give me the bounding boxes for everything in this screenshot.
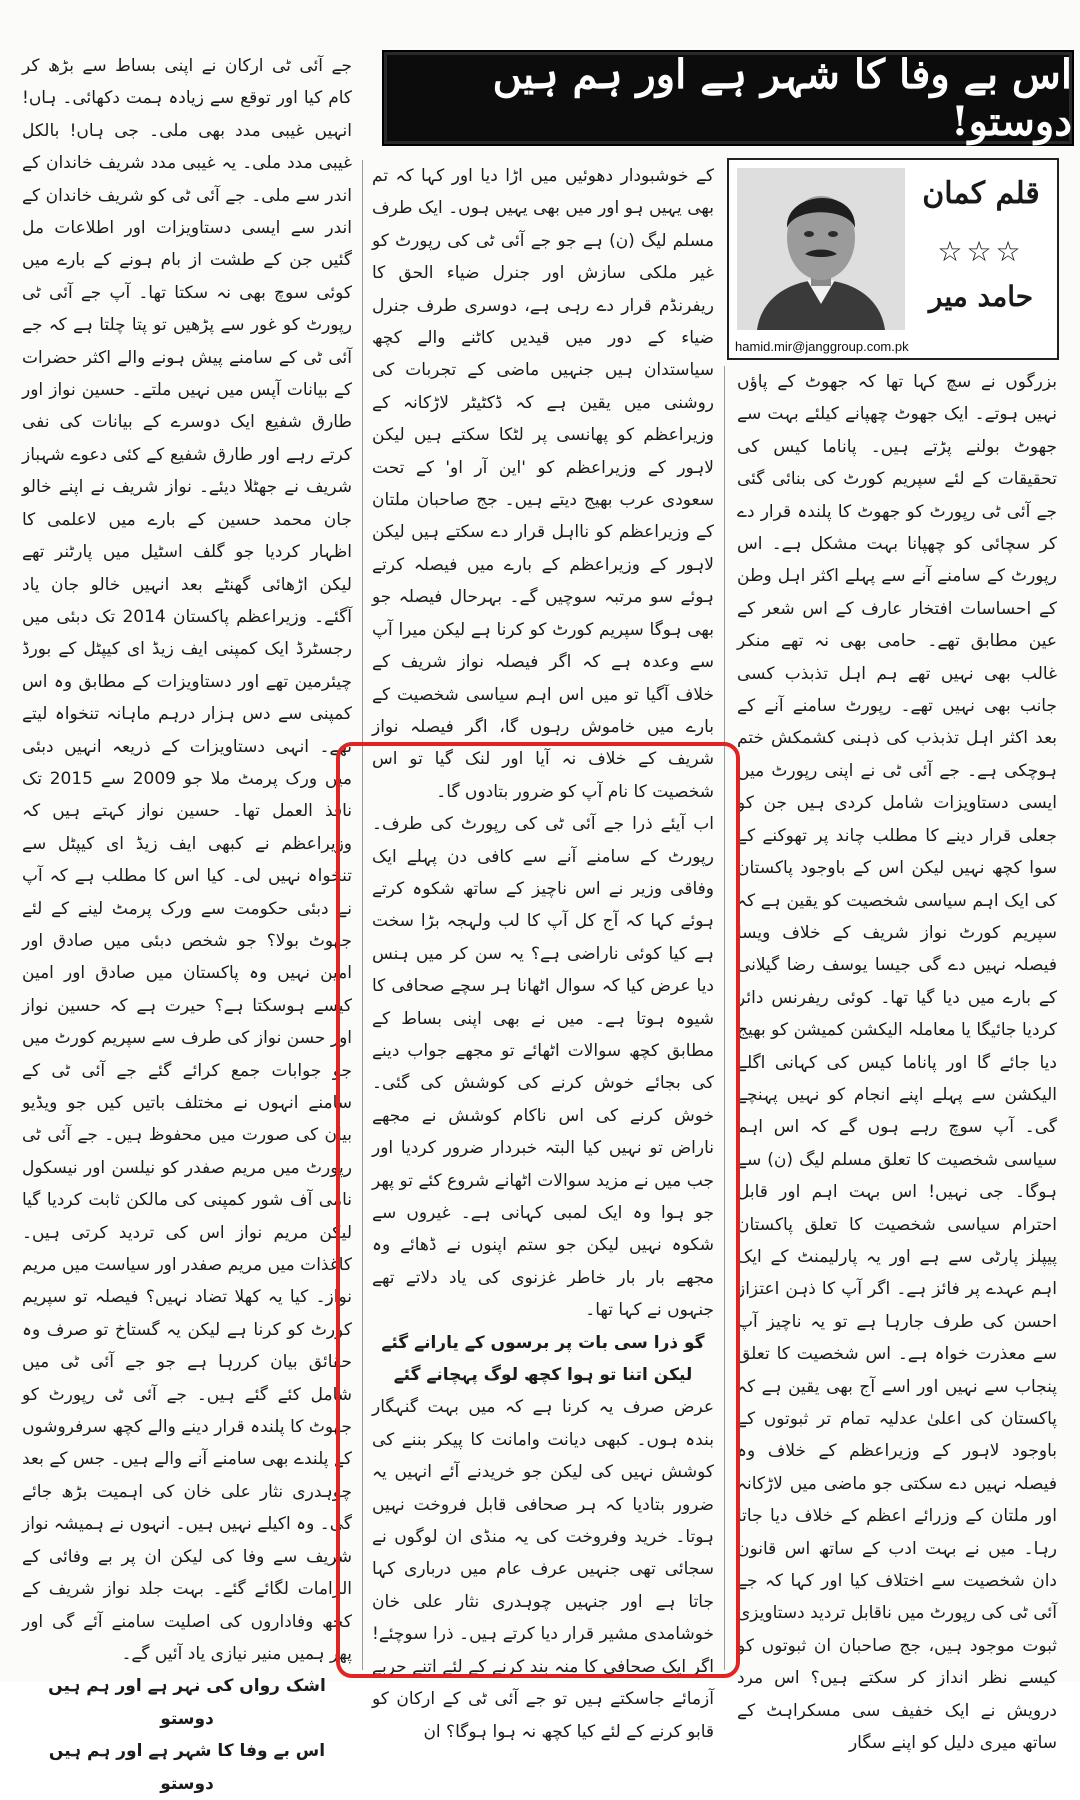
author-name: حامد میر (928, 280, 1034, 313)
star-icons: ☆☆☆ (937, 235, 1025, 268)
column-divider-right (724, 366, 725, 1670)
headline: اس بے وفا کا شہر ہے اور ہم ہیں دوستو! (492, 51, 1072, 145)
column-divider-left (362, 160, 363, 1670)
right-column-text: بزرگوں نے سچ کہا تھا کہ جھوٹ کے پاؤں نہیں ہوتے۔ ایک جھوٹ چھپانے کیلئے بہت سے جھوٹ بولنے پڑتے ہیں۔ پاناما کیس کی تحقیقات کے لئے سپریم کورٹ کی بنائی گئی جے آئی ٹی رپورٹ کو جھوٹ کا پلندہ قرار دے کر سچائی کو چھپانا بہت مشکل ہے۔ اس رپورٹ کے سامنے آنے سے پہلے اکثر اہل وطن کے احساسات افتخار عارف کے اس شعر کے عین مطابق تھے۔ حامی بھی نہ تھے منکر غالب بھی نہیں تھے ہم اہل تذبذب کسی جانب بھی نہیں تھے۔ رپورٹ سامنے آنے کے بعد اکثر اہل تذبذب کی ذہنی کشمکش ختم ہوچکی ہے۔ جے آئی ٹی نے اپنی رپورٹ میں ایسی دستاویزات شامل کردی ہیں جن کو جعلی قرار دینے کا مطلب چاند پر تھوکنے کے سوا کچھ نہیں لیکن اس کے باوجود پاکستان کی ایک اہم سیاسی شخصیت کو یقین ہے کہ سپریم کورٹ نواز شریف کے خلاف ویسا فیصلہ نہیں دے گی جیسا یوسف رضا گیلانی کے بارے میں دیا گیا تھا۔ کوئی ریفرنس دائر کردیا جائیگا یا معاملہ الیکشن کمیشن کو بھیج دیا جائے گا اور پاناما کیس کی کہانی اگلے الیکشن سے پہلے اپنے انجام کو نہیں پہنچے گی۔ آپ سوچ رہے ہوں گے کہ اس اہم سیاسی شخصیت کا تعلق مسلم لیگ (ن) سے ہوگا۔ جی نہیں! اس بہت اہم اور قابل احترام سیاسی شخصیت کا تعلق پاکستان پیپلز پارٹی سے ہے اور یہ پارلیمنٹ کے ایک اہم عہدے پر فائز ہے۔ اگر آپ کا ذہن اعتزاز احسن کی طرف جارہا ہے تو یہ ناچیز آپ سے معذرت خواہ ہے۔ اس شخصیت کا تعلق پنجاب سے نہیں اور اسے آج بھی یقین ہے کہ پاکستان کی اعلیٰ عدلیہ تمام تر ثبوتوں کے باوجود لاہور کے وزیراعظم کے خلاف وہ فیصلہ نہیں دے سکتی جو ماضی میں لاڑکانہ اور ملتان کے وزرائے اعظم کے خلاف دیا جاتا رہا۔ میں نے بہت ادب کے ساتھ اس قانون دان شخصیت سے اختلاف کیا اور کہا کہ جے آئی ٹی کی رپورٹ میں ناقابل تردید دستاویزی ثبوت موجود ہیں، جج صاحبان ان ثبوتوں کو کیسے نظر انداز کر سکتے ہیں؟ اس مرد درویش نے ایک خفیف سی مسکراہٹ کے ساتھ میری دلیل کو اپنے سگار (737, 372, 1057, 1754)
column-name: قلم کمان (922, 176, 1040, 211)
middle-verse-line-2: لیکن اتنا تو ہوا کچھ لوگ پہچانے گئے (393, 1365, 693, 1386)
author-photo (737, 168, 905, 330)
right-column (737, 366, 1057, 1754)
headline-banner (382, 50, 1074, 146)
middle-column-end-text: عرض صرف یہ کرنا ہے کہ میں بہت گنہگار بندہ ہوں۔ کبھی دیانت وامانت کا پیکر بننے کی کوشش نہیں کی لیکن جو خریدنے آئے انہیں یہ ضرور بتادیا کہ ہر صحافی قابل فروخت نہیں ہوتا۔ خرید وفروخت کی یہ منڈی ان لوگوں نے سجائی تھی جنہیں عرف عام میں درباری کہا جاتا ہے اور جنہیں چوہدری نثار علی خان خوشامدی مشیر قرار دیا کرتے ہیں۔ ذرا سوچئے! اگر ایک صحافی کا منہ بند کرنے کے لئے اتنے حربے آزمائے جاسکتے ہیں تو جے آئی ٹی کے ارکان کو قابو کرنے کے لئے کیا کچھ نہ ہوا ہوگا؟ ان (372, 1397, 714, 1742)
middle-column-top-text: کے خوشبودار دھوئیں میں اڑا دیا اور کہا کہ تم بھی یہیں ہو اور میں بھی یہیں ہوں۔ ایک طرف مسلم لیگ (ن) ہے جو جے آئی ٹی کی رپورٹ کو غیر ملکی سازش اور جنرل ضیاء الحق کا ریفرنڈم قرار دے رہی ہے، دوسری طرف جنرل ضیاء کے دور میں قیدیں کاٹنے والے کچھ سیاستدان ہیں جنہیں ماضی کے تجربات کی روشنی میں یقین ہے کہ ڈکٹیٹر لاڑکانہ کے وزیراعظم کو پھانسی پر لٹکا سکتے ہیں لیکن لاہور کے وزیراعظم کو 'این آر او' کے تحت سعودی عرب بھیج دیتے ہیں۔ جج صاحبان ملتان کے وزیراعظم کو نااہل قرار دے سکتے ہیں لیکن لاہور کے وزیراعظم کے بارے میں فیصلہ کرتے ہوئے سو مرتبہ سوچیں گے۔ بہرحال فیصلہ جو بھی ہوگا سپریم کورٹ کو کرنا ہے لیکن میرا آپ سے وعدہ ہے کہ اگر فیصلہ نواز شریف کے خلاف آگیا تو میں اس اہم سیاسی شخصیت کے بارے میں خاموش رہوں گا، اگر فیصلہ نواز شریف کے خلاف نہ آیا اور لنک گیا تو اس شخصیت کا نام آپ کو ضرور بتادوں گا۔ (372, 166, 714, 802)
left-verse-line-2: اس بے وفا کا شہر ہے اور ہم ہیں دوستو (48, 1741, 326, 1794)
left-column (22, 50, 352, 1794)
byline-box (727, 158, 1059, 360)
middle-column (372, 160, 714, 1742)
middle-column-body-text: اب آیئے ذرا جے آئی ٹی کی رپورٹ کی طرف۔ رپورٹ کے سامنے آنے سے کافی دن پہلے ایک وفاقی وزیر نے اس ناچیز کے ساتھ شکوہ کرتے ہوئے کہا کہ آج کل آپ کا لب ولہجہ بڑا سخت ہے کیا کوئی ناراضی ہے؟ یہ سن کر میں ہنس دیا عرض کیا کہ سوال اٹھانا ہر سچے صحافی کا شیوہ ہوتا ہے۔ میں نے بھی اپنی بساط کے مطابق کچھ سوالات اٹھائے تو مجھے جواب دینے کی بجائے خوش کرنے کی کوشش کی گئی۔ خوش کرنے کی اس ناکام کوشش نے مجھے ناراض تو نہیں کیا البتہ خبردار ضرور کردیا اور جب میں نے مزید سوالات اٹھانے شروع کئے تو پھر جو ہوا وہ ایک لمبی کہانی ہے۔ غیروں سے شکوہ نہیں لیکن جو ستم اپنوں نے ڈھائے وہ مجھے بار بار خاطر غزنوی کی یاد دلاتے تھے جنہوں نے کہا تھا۔ (372, 814, 714, 1321)
author-email: hamid.mir@janggroup.com.pk (735, 339, 909, 354)
middle-verse-line-1: گو ذرا سی بات پر برسوں کے یارانے گئے (381, 1332, 705, 1353)
left-verse-line-1: اشک رواں کی نہر ہے اور ہم ہیں دوستو (48, 1676, 326, 1729)
left-column-text: جے آئی ٹی ارکان نے اپنی بساط سے بڑھ کر کام کیا اور توقع سے زیادہ ہمت دکھائی۔ ہاں! انہیں غیبی مدد بھی ملی۔ جی ہاں! بالکل غیبی مدد ملی۔ یہ غیبی مدد شریف خاندان کے اندر سے ملی۔ جے آئی ٹی کو شریف خاندان کے اندر سے ایسی دستاویزات اور اطلاعات مل گئیں جن کے طشت از بام ہونے کے بارے میں کوئی سوچ بھی نہ سکتا تھا۔ آپ جے آئی ٹی رپورٹ کو غور سے پڑھیں تو پتا چلتا ہے کہ جے آئی ٹی کے سامنے پیش ہونے والے اکثر حضرات کے بیانات آپس میں نہیں ملتے۔ حسین نواز اور طارق شفیع ایک دوسرے کے بیانات کی نفی کرتے رہے اور طارق شفیع کے کئی دعوے شہباز شریف نے جھٹلا دیئے۔ نواز شریف نے اپنے خالو جان محمد حسین کے بارے میں لاعلمی کا اظہار کردیا جو گلف اسٹیل میں پارٹنر تھے لیکن اڑھائی گھنٹے بعد انہیں خالو جان یاد آگئے۔ وزیراعظم پاکستان 2014 تک دبئی میں رجسٹرڈ ایک کمپنی ایف زیڈ ای کیپٹل کے بورڈ چیئرمین تھے اور دستاویزات کے مطابق وہ اس کمپنی سے دس ہزار درہم ماہانہ تنخواہ لیتے تھے۔ انہی دستاویزات کے ذریعہ انہیں دبئی میں ورک پرمٹ ملا جو 2009 سے 2015 تک نافذ العمل تھا۔ حسین نواز کہتے ہیں کہ وزیراعظم نے کبھی ایف زیڈ ای کیپٹل سے تنخواہ نہیں لی۔ کیا اس کا مطلب ہے کہ آپ نے دبئی حکومت سے ورک پرمٹ لینے کے لئے جھوٹ بولا؟ جو شخص دبئی میں صادق اور امین نہیں وہ پاکستان میں صادق اور امین کیسے ہوسکتا ہے؟ حیرت ہے کہ حسین نواز اور حسن نواز کی طرف سے سپریم کورٹ میں جو جوابات جمع کرائے گئے جے آئی ٹی کے سامنے انہوں نے مختلف باتیں کیں جو ویڈیو بیان کی صورت میں محفوظ ہیں۔ جے آئی ٹی رپورٹ میں مریم صفدر کو نیلسن اور نیسکول نامی آف شور کمپنی کی مالکن ثابت کردیا گیا لیکن مریم نواز اس کی تردید کرتی ہیں۔ کاغذات میں مریم صفدر اور سیاست میں مریم نواز۔ کیا یہ کھلا تضاد نہیں؟ فیصلہ تو سپریم کورٹ کو کرنا ہے لیکن یہ گستاخ تو صرف وہ حقائق بیان کررہا ہے جو جے آئی ٹی میں شامل کئے گئے ہیں۔ جے آئی ٹی رپورٹ کو جھوٹ کا پلندہ قرار دینے والے کچھ سرفروشوں کے پلندے بھی سامنے آنے والے ہیں۔ جس کے بعد چوہدری نثار علی خان کی اہمیت بڑھ جائے گی۔ وہ اکیلے نہیں ہیں۔ انہوں نے ہمیشہ نواز شریف سے وفا کی لیکن ان پر بے وفائی کے الزامات لگائے گئے۔ بہت جلد نواز شریف کے کچھ وفاداروں کی اصلیت سامنے آئے گی اور پھر ہمیں منیر نیازی یاد آئیں گے۔ (22, 56, 352, 1664)
